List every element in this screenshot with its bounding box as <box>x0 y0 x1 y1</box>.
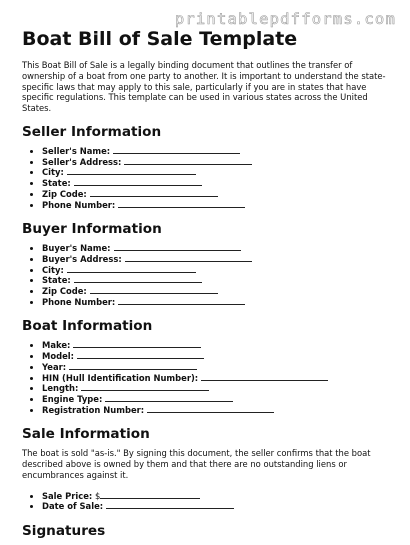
fill-line[interactable] <box>74 178 202 186</box>
sale-paragraph: The boat is sold "as-is." By signing this document, the seller confirms that the boat described above is owned by them and that there are no outstanding liens or encumbrances against it. <box>22 448 371 480</box>
seller-fields <box>22 146 392 210</box>
buyer-section <box>22 221 392 307</box>
fill-line[interactable] <box>114 243 241 251</box>
field-label: HIN (Hull Identification Number): <box>42 372 199 383</box>
list-item <box>42 200 392 211</box>
list-item <box>42 501 392 512</box>
fill-line[interactable] <box>105 394 233 402</box>
document-page <box>22 28 392 545</box>
fill-line[interactable] <box>113 146 240 154</box>
field-label: Year: <box>42 361 67 372</box>
list-item <box>42 362 392 373</box>
field-label: Seller's Name: <box>42 145 111 156</box>
list-item <box>42 189 392 200</box>
signatures-section <box>22 523 392 539</box>
field-label: Seller's Address: <box>42 156 122 167</box>
fill-line[interactable] <box>90 286 218 294</box>
sale-heading: Sale Information <box>22 426 150 443</box>
list-item <box>42 405 392 416</box>
field-label: Zip Code: <box>42 188 87 199</box>
list-item <box>42 394 392 405</box>
seller-heading: Seller Information <box>22 123 162 140</box>
currency-prefix: $ <box>94 490 101 501</box>
seller-section <box>22 124 392 210</box>
field-label: Buyer's Name: <box>42 243 111 254</box>
boat-heading: Boat Information <box>22 318 153 335</box>
field-label: Engine Type: <box>42 393 103 404</box>
fill-line[interactable] <box>90 189 218 197</box>
fill-line[interactable] <box>201 373 328 381</box>
field-label: Phone Number: <box>42 199 116 210</box>
field-label: Registration Number: <box>42 404 145 415</box>
fill-line[interactable] <box>124 157 252 165</box>
field-label: Length: <box>42 383 79 394</box>
field-label: City: <box>42 167 64 178</box>
watermark-logo: printablepdfforms.com <box>174 10 396 28</box>
fill-line[interactable] <box>100 491 200 499</box>
list-item <box>42 286 392 297</box>
list-item <box>42 373 392 384</box>
fill-line[interactable] <box>77 351 204 359</box>
list-item <box>42 178 392 189</box>
list-item <box>42 340 392 351</box>
list-item <box>42 254 392 265</box>
fill-line[interactable] <box>74 275 202 283</box>
buyer-heading: Buyer Information <box>22 221 162 238</box>
list-item <box>42 146 392 157</box>
list-item <box>42 297 392 308</box>
field-label: Model: <box>42 351 74 362</box>
boat-fields <box>22 340 392 415</box>
list-item <box>42 275 392 286</box>
fill-line[interactable] <box>118 297 245 305</box>
list-item <box>42 157 392 168</box>
list-item <box>42 491 392 502</box>
fill-line[interactable] <box>125 254 252 262</box>
fill-line[interactable] <box>147 405 274 413</box>
field-label: Phone Number: <box>42 296 116 307</box>
field-label: City: <box>42 264 64 275</box>
list-item <box>42 265 392 276</box>
fill-line[interactable] <box>106 501 234 509</box>
field-label: Make: <box>42 340 71 351</box>
list-item <box>42 351 392 362</box>
field-label: State: <box>42 178 71 189</box>
list-item <box>42 243 392 254</box>
signatures-heading: Signatures <box>22 523 106 540</box>
buyer-fields <box>22 243 392 307</box>
field-label: Zip Code: <box>42 286 87 297</box>
fill-line[interactable] <box>67 167 196 175</box>
sale-fields <box>22 491 392 512</box>
intro-paragraph: This Boat Bill of Sale is a legally binding document that outlines the transfer of ownership of a boat from one party to another. It is important to understand the state-specific laws that may apply to this sale, particularly if you are in states that have specific regulations. This template can be used in various states across the United States. <box>22 60 386 114</box>
fill-line[interactable] <box>73 340 201 348</box>
list-item <box>42 167 392 178</box>
fill-line[interactable] <box>67 265 196 273</box>
page-title: Boat Bill of Sale Template <box>22 28 298 50</box>
field-label: Buyer's Address: <box>42 253 122 264</box>
field-label: State: <box>42 275 71 286</box>
fill-line[interactable] <box>81 383 209 391</box>
field-label: Date of Sale: <box>42 501 104 512</box>
list-item <box>42 383 392 394</box>
boat-section <box>22 318 392 415</box>
sale-section <box>22 426 392 512</box>
fill-line[interactable] <box>69 362 197 370</box>
fill-line[interactable] <box>118 200 245 208</box>
field-label: Sale Price: <box>42 490 93 501</box>
